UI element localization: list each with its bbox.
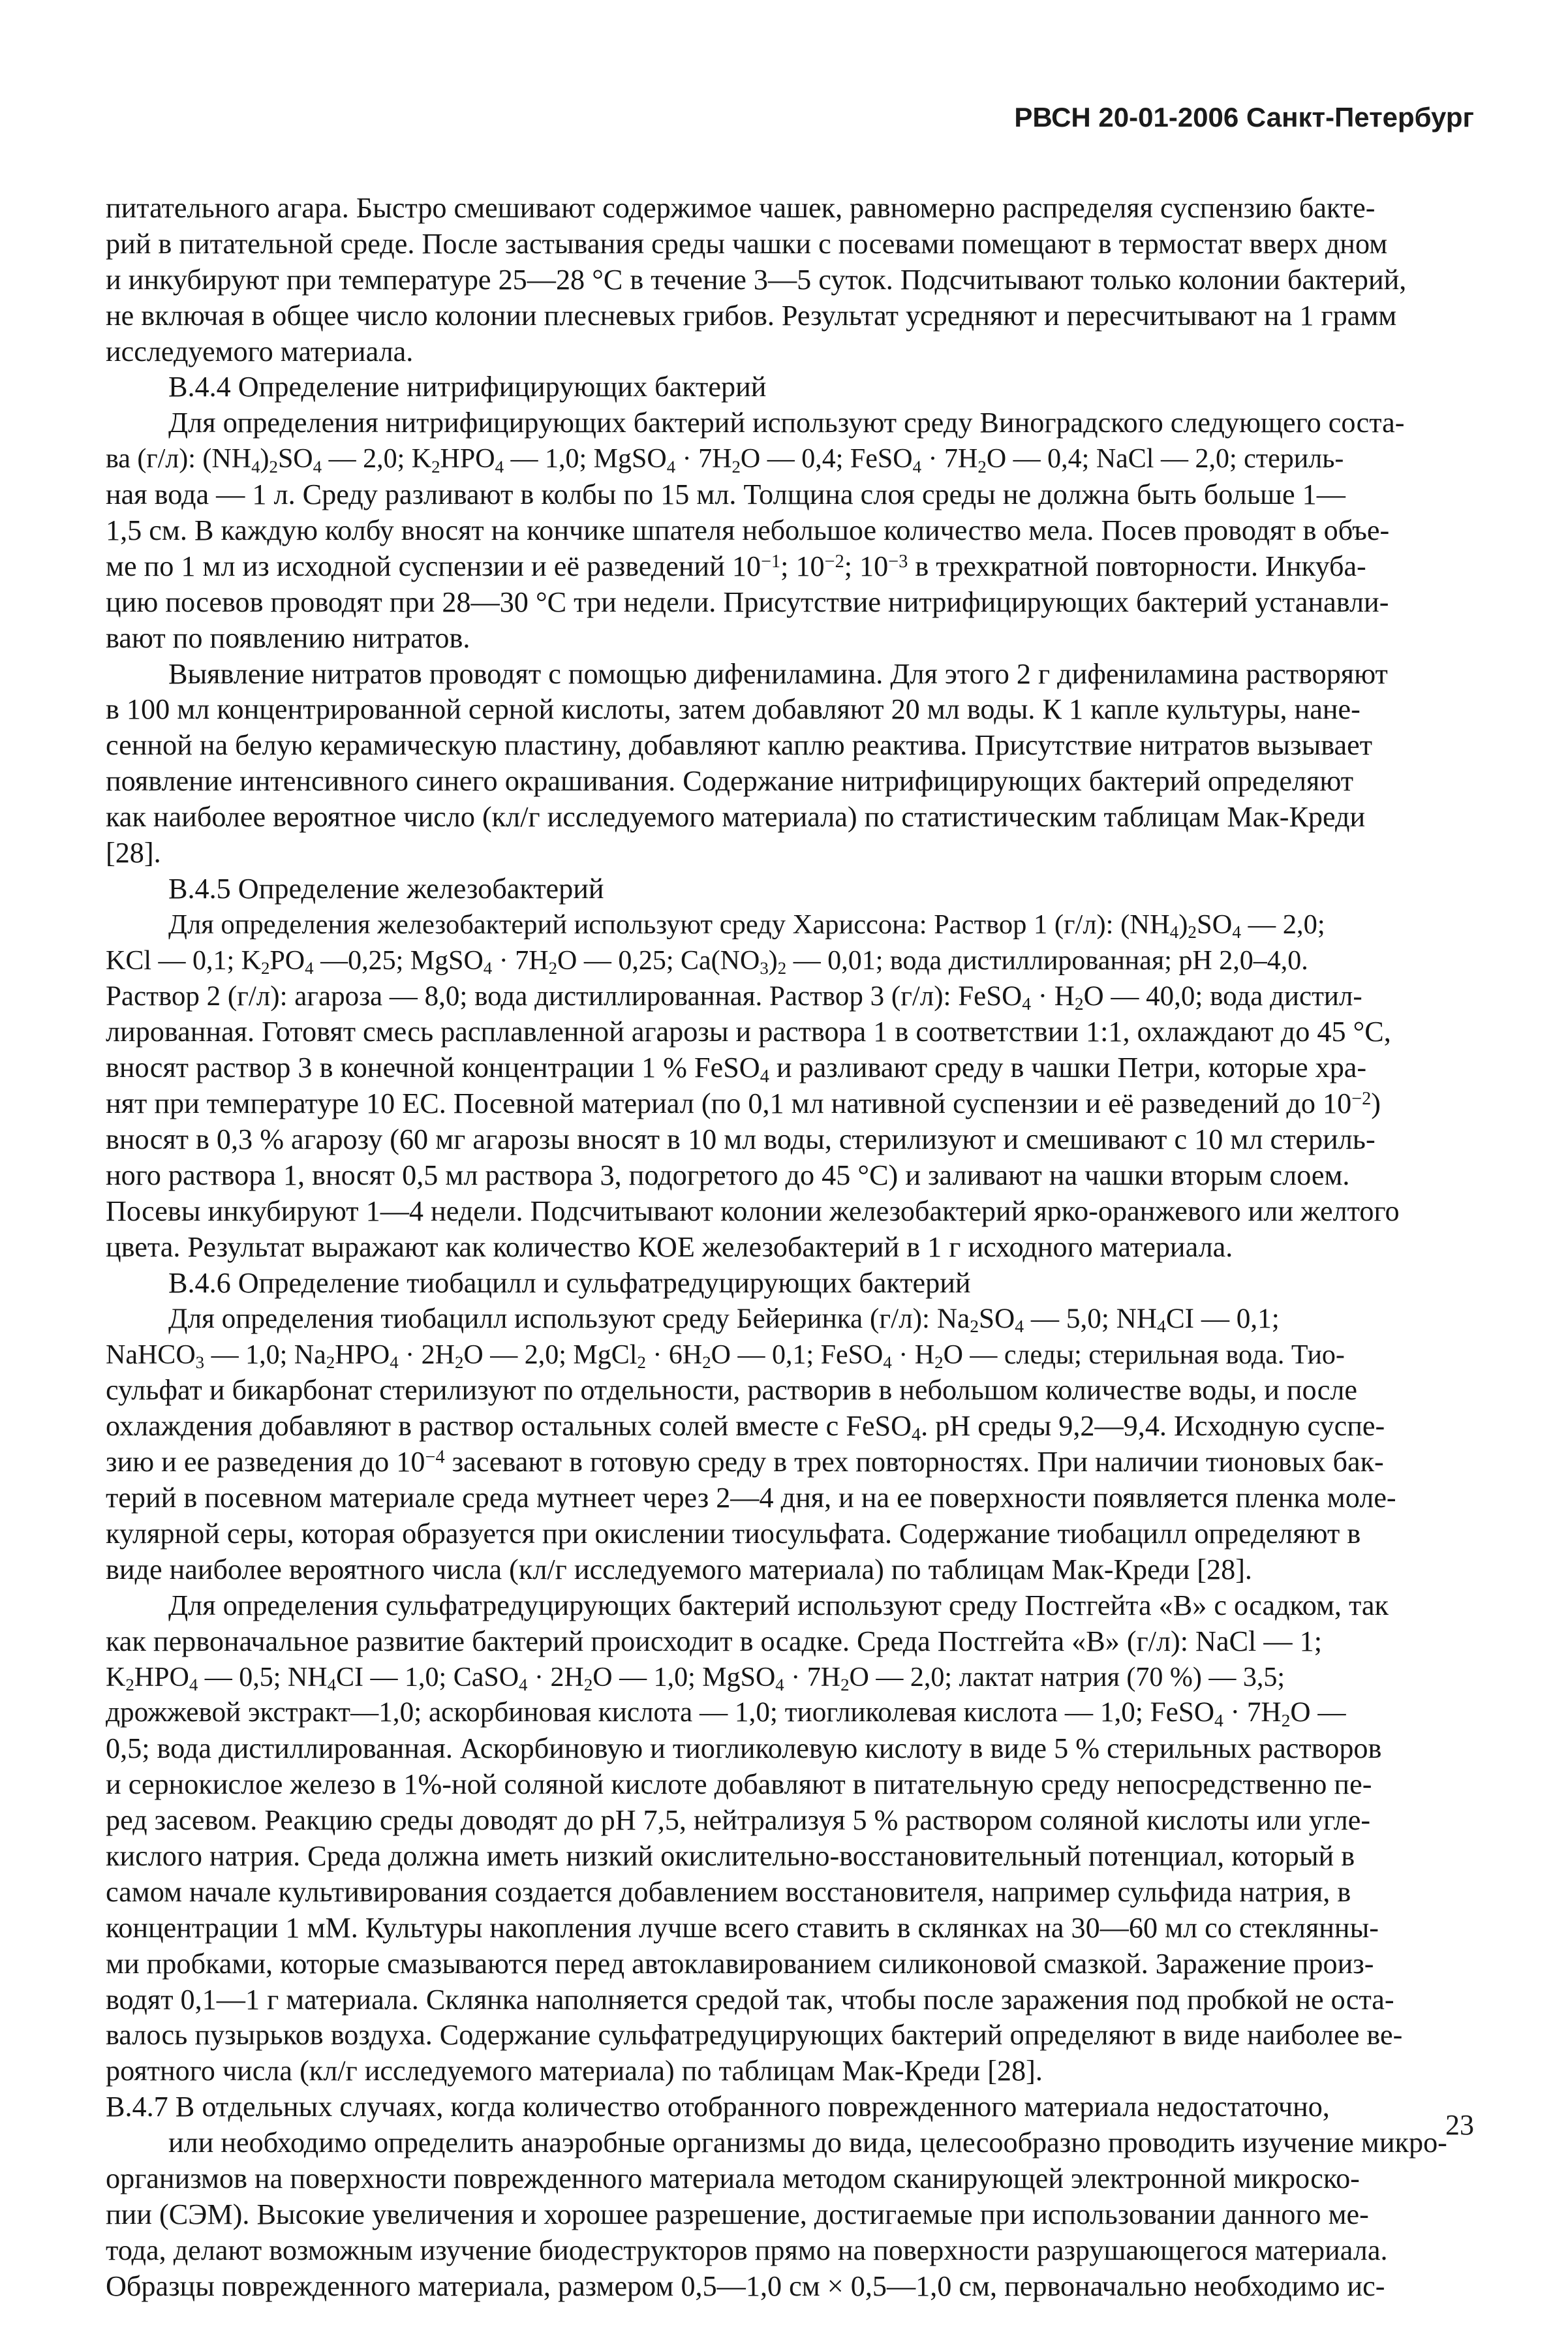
text-line: появление интенсивного синего окрашивания. Содержание нитрифицирующих бактерий определяют [106, 765, 1354, 798]
text-line: нят при температуре 10 ЕС. Посевной материал (по 0,1 мл нативной суспензии и её разведений до $10^{-2}$) [106, 1087, 1381, 1120]
text-line: как первоначальное развитие бактерий происходит в осадке. Среда Постгейта «В» (г/л): NaCl — 1; [106, 1625, 1322, 1657]
text-line: валось пузырьков воздуха. Содержание сульфатредуцирующих бактерий определяют в виде наиболее ве- [106, 2019, 1403, 2051]
text-line: сульфат и бикарбонат стерилизуют по отдельности, растворив в небольшом количестве воды, и после [106, 1374, 1358, 1407]
text-line: $K_2HPO_4$ — 0,5; $NH_4CI$ — 1,0; CaSO$_4$ · $2H_2O$ — 1,0; MgSO$_4$ · $7H_2O$ — 2,0; лактат натрия (70 %) — 3,5; [106, 1662, 1285, 1695]
text-line: сенной на белую керамическую пластину, добавляют каплю реактива. Присутствие нитратов вызывает [106, 729, 1373, 762]
text-line: KCl — 0,1; $K_2PO_4$ —0,25; MgSO$_4$ · $7H_2O$ — 0,25; $Ca(NO_3)_2$ — 0,01; вода дистиллированная; pH 2,0–4,0. [106, 945, 1308, 978]
text-line: ми пробками, которые смазываются перед автоклавированием силиконовой смазкой. Заражение произ- [106, 1947, 1374, 1980]
text-line: не включая в общее число колонии плесневых грибов. Результат усредняют и пересчитывают на 1 грамм [106, 299, 1397, 332]
text-line: самом начале культивирования создается добавлением восстановителя, например сульфида натрия, в [106, 1875, 1351, 1908]
text-line: водят 0,1—1 г материала. Склянка наполняется средой так, чтобы после заражения под пробкой не оста- [106, 1983, 1394, 2016]
text-line [106, 2305, 1474, 2340]
text-line: Для определения тиобацилл используют среду Бейеринка (г/л): $Na_2SO_4$ — 5,0; $NH_4CI$ — 0,1; [168, 1303, 1280, 1337]
body-text [106, 191, 1474, 2340]
page-number: 23 [1445, 2109, 1474, 2141]
text-line: вносят раствор 3 в конечной концентрации 1 % FeSO$_4$ и разливают среду в чашки Петри, которые хра- [106, 1052, 1367, 1087]
text-line: и инкубируют при температуре 25—28 °C в течение 3—5 суток. Подсчитывают только колонии бактерий, [106, 263, 1407, 296]
text-line: терий в посевном материале среда мутнеет через 2—4 дня, и на ее поверхности появляется пленка моле- [106, 1482, 1396, 1514]
text-line: Выявление нитратов проводят с помощью дифениламина. Для этого 2 г дифениламина растворяют [168, 657, 1388, 690]
text-line: ме по 1 мл из исходной суспензии и её разведений $10^{-1}$; $10^{-2}$; $10^{-3}$ в трехкратной повторности. Инкуба- [106, 550, 1366, 582]
section-heading: В.4.4 Определение нитрифицирующих бактерий [168, 371, 767, 403]
text-line: и сернокислое железо в 1%-ной соляной кислоте добавляют в питательную среду непосредственно пе- [106, 1768, 1372, 1801]
text-line: как наиболее вероятное число (кл/г исследуемого материала) по статистическим таблицам Мак-Креди [106, 801, 1366, 834]
text-line: охлаждения добавляют в раствор остальных солей вместе с FeSO$_4$. pH среды 9,2—9,4. Исходную суспе- [106, 1410, 1385, 1446]
text-line: организмов на поверхности поврежденного материала методом сканирующей электронной микроско- [106, 2162, 1360, 2194]
section-heading: В.4.6 Определение тиобацилл и сульфатредуцирующих бактерий [168, 1266, 971, 1299]
text-line: вносят в 0,3 % агарозу (60 мг агарозы вносят в 10 мл воды, стерилизуют и смешивают с 10 мл стериль- [106, 1123, 1376, 1156]
running-header: РВСН 20-01-2006 Санкт-Петербург [1014, 102, 1474, 133]
text-line: Для определения сульфатредуцирующих бактерий используют среду Постгейта «В» с осадком, так [168, 1589, 1389, 1621]
text-line: рий в питательной среде. После застывания среды чашки с посевами помещают в термостат вверх дном [106, 227, 1388, 260]
text-line: Для определения железобактерий используют среду Хариссона: Раствор 1 (г/л): $(NH_4)_2SO_4$ — 2,0; [168, 909, 1325, 943]
text-line: вают по появлению нитратов. [106, 621, 470, 654]
text-line: лированная. Готовят смесь расплавленной агарозы и раствора 1 в соответствии 1:1, охлаждают до 45 °C, [106, 1016, 1391, 1048]
section-heading: В.4.5 Определение железобактерий [168, 872, 604, 905]
text-line: Раствор 2 (г/л): агароза — 8,0; вода дистиллированная. Раствор 3 (г/л): FeSO$_4$ · $H_2O$ — 40,0; вода дистил- [106, 980, 1362, 1014]
text-line: Образцы поврежденного материала, размером 0,5—1,0 см × 0,5—1,0 см, первоначально необходимо ис- [106, 2270, 1385, 2302]
text-line: пии (СЭМ). Высокие увеличения и хорошее разрешение, достигаемые при использовании данного ме- [106, 2198, 1369, 2230]
text-line: Для определения нитрифицирующих бактерий используют среду Виноградского следующего соста- [168, 407, 1405, 439]
text-line: [28]. [106, 837, 161, 869]
text-line: цвета. Результат выражают как количество КОЕ железобактерий в 1 г исходного материала. [106, 1230, 1233, 1263]
text-line: тода, делают возможным изучение биодеструкторов прямо на поверхности разрушающегося материала. [106, 2234, 1388, 2266]
text-line: в 100 мл концентрированной серной кислоты, затем добавляют 20 мл воды. К 1 капле культуры, нане- [106, 693, 1360, 726]
text-line: 1,5 см. В каждую колбу вносят на кончике шпателя небольшое количество мела. Посев проводят в объе- [106, 514, 1390, 547]
text-line: Посевы инкубируют 1—4 недели. Подсчитывают колонии железобактерий ярко-оранжевого или желтого [106, 1194, 1400, 1227]
text-line: или необходимо определить анаэробные организмы до вида, целесообразно проводить изучение микро- [168, 2127, 1447, 2159]
text-line: концентрации 1 мМ. Культуры накопления лучше всего ставить в склянках на 30—60 мл со стеклянны- [106, 1911, 1379, 1944]
text-line: ред засевом. Реакцию среды доводят до pH 7,5, нейтрализуя 5 % раствором соляной кислоты или угле- [106, 1804, 1371, 1837]
text-line: 0,5; вода дистиллированная. Аскорбиновую и тиогликолевую кислоту в виде 5 % стерильных растворов [106, 1732, 1382, 1765]
text-line: цию посевов проводят при 28—30 °C три недели. Присутствие нитрифицирующих бактерий устанавли- [106, 585, 1389, 618]
text-line: NaHCO$_3$ — 1,0; $Na_2HPO_4 \cdot 2H_2O$ — 2,0; MgCl$_2$ · $6H_2O$ — 0,1; FeSO$_4$ · $H_2O$ — следы; стерильная вода. Тио- [106, 1339, 1345, 1373]
text-line: дрожжевой экстракт—1,0; аскорбиновая кислота — 1,0; тиогликолевая кислота — 1,0; FeSO$_4$ · $7H_2O$ — [106, 1697, 1346, 1731]
text-line: кулярной серы, которая образуется при окислении тиосульфата. Содержание тиобацилл определяют в [106, 1517, 1361, 1550]
text-line: зию и ее разведения до $10^{-4}$ засевают в готовую среду в трех повторностях. При наличии тионовых бак- [106, 1446, 1384, 1478]
text-line: кислого натрия. Среда должна иметь низкий окислительно-восстановительный потенциал, который в [106, 1839, 1355, 1872]
text-line: В.4.7 В отдельных случаях, когда количество отобранного поврежденного материала недостаточно, [106, 2091, 1330, 2123]
text-line: ва (г/л): $(NH_4)_2SO_4$ — 2,0; $K_2HPO_4$ — 1,0; MgSO$_4$ · $7H_2O$ — 0,4; FeSO$_4$ · $7H_2O$ — 0,4; NaCl — 2,0; стериль- [106, 444, 1344, 476]
text-line: виде наиболее вероятного числа (кл/г исследуемого материала) по таблицам Мак-Креди [28]. [106, 1553, 1252, 1585]
text-line: роятного числа (кл/г исследуемого материала) по таблицам Мак-Креди [28]. [106, 2055, 1043, 2087]
text-line: ная вода — 1 л. Среду разливают в колбы по 15 мл. Толщина слоя среды не должна быть больше 1— [106, 478, 1345, 511]
text-line: ного раствора 1, вносят 0,5 мл раствора 3, подогретого до 45 °C) и заливают на чашки вторым слоем. [106, 1159, 1350, 1192]
text-line: исследуемого материала. [106, 335, 414, 367]
text-line: питательного агара. Быстро смешивают содержимое чашек, равномерно распределяя суспензию бакте- [106, 192, 1376, 224]
